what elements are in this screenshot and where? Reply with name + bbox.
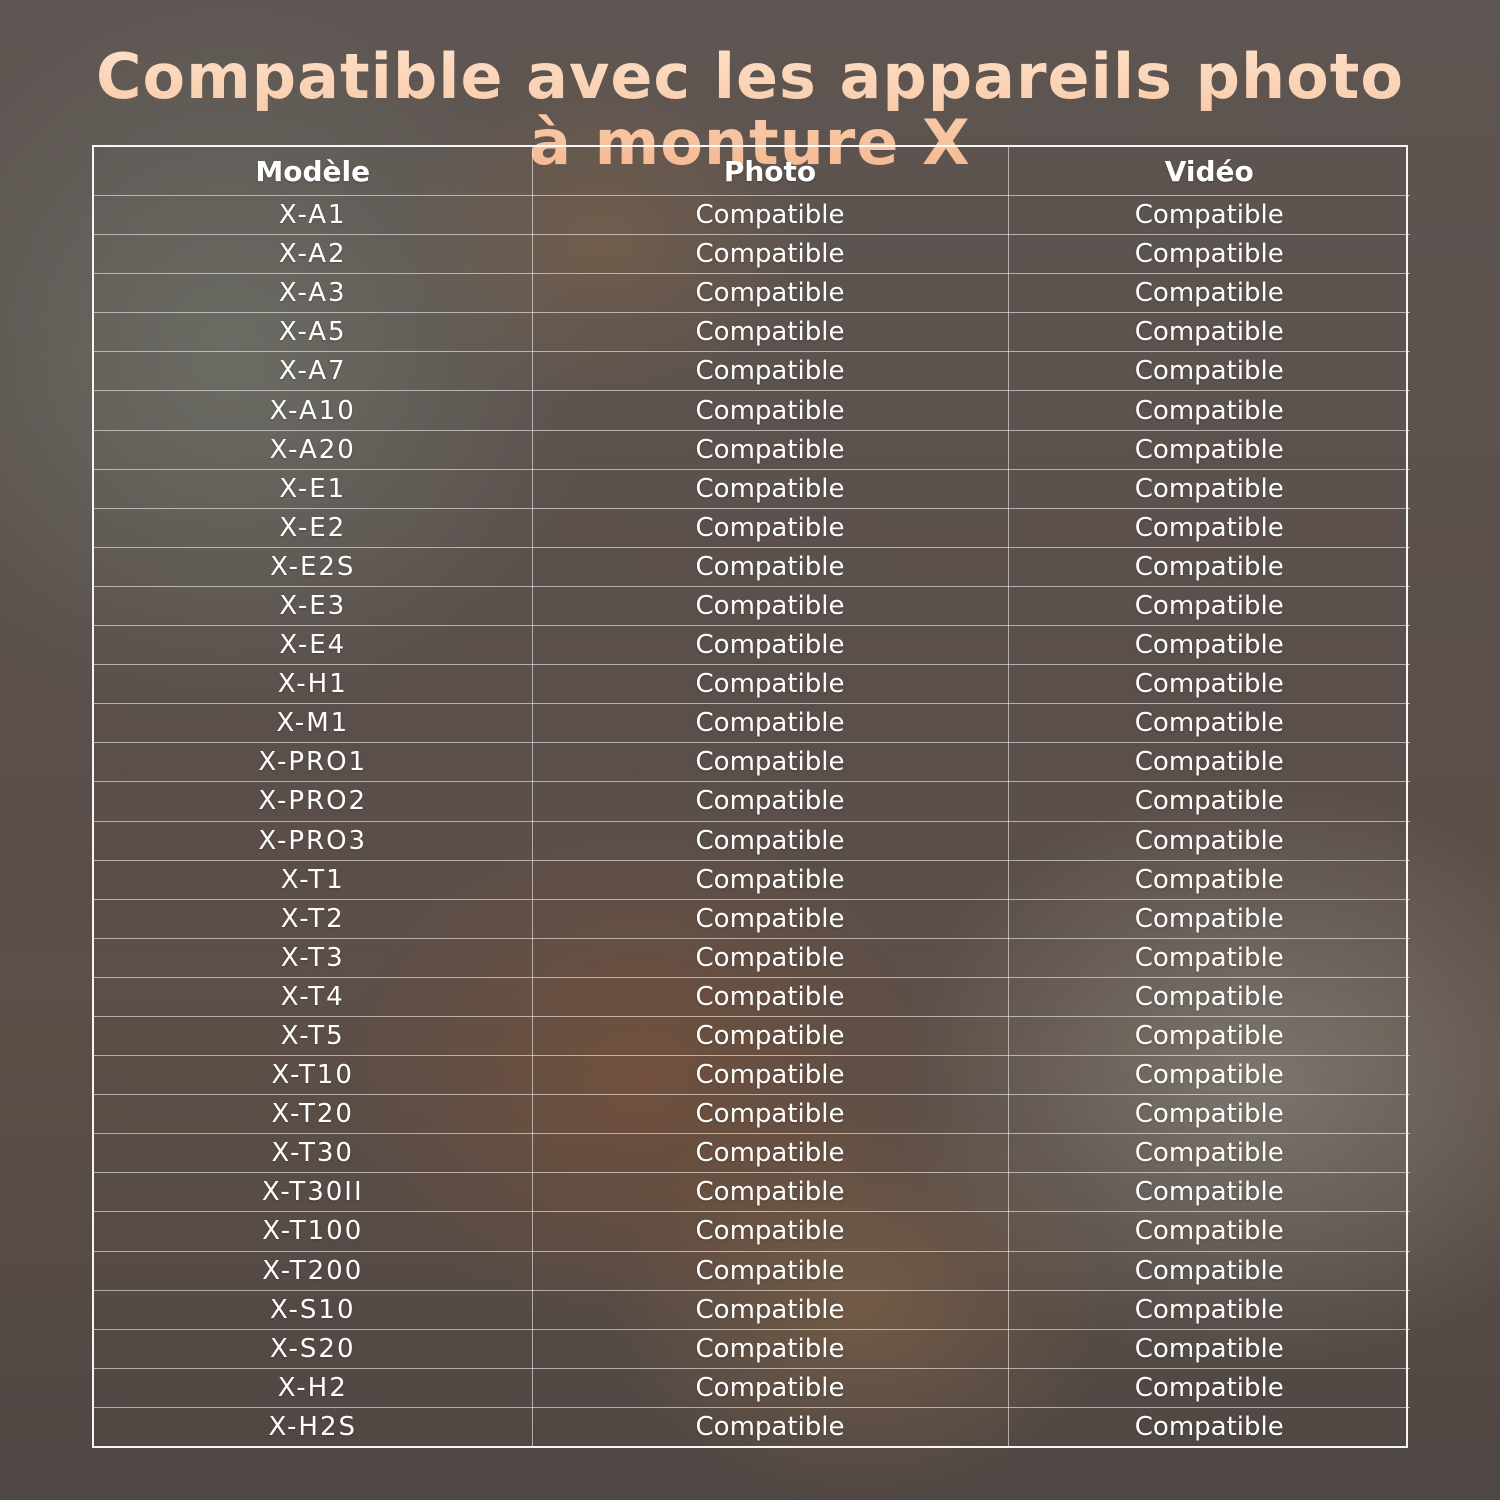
page-title-line-2: à monture X	[529, 105, 971, 179]
table-row	[94, 821, 1410, 860]
photo-cell: Compatible	[532, 782, 1008, 821]
table-row	[94, 430, 1410, 469]
photo-cell: Compatible	[532, 977, 1008, 1016]
model-cell: X-T10	[94, 1056, 532, 1095]
column-header-photo: Photo	[532, 147, 1008, 196]
video-cell: Compatible	[1008, 352, 1410, 391]
column-header-video: Vidéo	[1008, 147, 1410, 196]
video-cell: Compatible	[1008, 1016, 1410, 1055]
model-cell: X-PRO2	[94, 782, 532, 821]
photo-cell: Compatible	[532, 586, 1008, 625]
video-cell: Compatible	[1008, 1134, 1410, 1173]
table-header	[94, 147, 1410, 196]
photo-cell: Compatible	[532, 1290, 1008, 1329]
table-row	[94, 352, 1410, 391]
photo-cell: Compatible	[532, 1173, 1008, 1212]
video-cell: Compatible	[1008, 391, 1410, 430]
video-cell: Compatible	[1008, 1290, 1410, 1329]
photo-cell: Compatible	[532, 1407, 1008, 1446]
model-cell: X-T2	[94, 899, 532, 938]
page-title-line-1: Compatible avec les appareils photo	[96, 39, 1404, 113]
video-cell: Compatible	[1008, 1095, 1410, 1134]
video-cell: Compatible	[1008, 586, 1410, 625]
model-cell: X-H2S	[94, 1407, 532, 1446]
photo-cell: Compatible	[532, 1251, 1008, 1290]
model-cell: X-A7	[94, 352, 532, 391]
model-cell: X-PRO3	[94, 821, 532, 860]
video-cell: Compatible	[1008, 430, 1410, 469]
table-row	[94, 743, 1410, 782]
compatibility-table-container	[92, 145, 1408, 1448]
photo-cell: Compatible	[532, 860, 1008, 899]
table-row	[94, 977, 1410, 1016]
video-cell: Compatible	[1008, 235, 1410, 274]
table-row	[94, 1016, 1410, 1055]
header-row	[94, 147, 1410, 196]
model-cell: X-S20	[94, 1329, 532, 1368]
model-cell: X-A3	[94, 274, 532, 313]
table-row	[94, 274, 1410, 313]
model-cell: X-T20	[94, 1095, 532, 1134]
model-cell: X-A1	[94, 196, 532, 235]
photo-cell: Compatible	[532, 1212, 1008, 1251]
table-row	[94, 1368, 1410, 1407]
photo-cell: Compatible	[532, 1016, 1008, 1055]
photo-cell: Compatible	[532, 1056, 1008, 1095]
table-row	[94, 1173, 1410, 1212]
model-cell: X-A5	[94, 313, 532, 352]
model-cell: X-A2	[94, 235, 532, 274]
table-row	[94, 899, 1410, 938]
model-cell: X-A10	[94, 391, 532, 430]
photo-cell: Compatible	[532, 704, 1008, 743]
photo-cell: Compatible	[532, 274, 1008, 313]
table-row	[94, 469, 1410, 508]
video-cell: Compatible	[1008, 743, 1410, 782]
video-cell: Compatible	[1008, 508, 1410, 547]
table-row	[94, 1251, 1410, 1290]
model-cell: X-E2	[94, 508, 532, 547]
video-cell: Compatible	[1008, 899, 1410, 938]
video-cell: Compatible	[1008, 1329, 1410, 1368]
model-cell: X-T30	[94, 1134, 532, 1173]
photo-cell: Compatible	[532, 1368, 1008, 1407]
table-row	[94, 704, 1410, 743]
model-cell: X-T100	[94, 1212, 532, 1251]
table-row	[94, 1095, 1410, 1134]
video-cell: Compatible	[1008, 665, 1410, 704]
photo-cell: Compatible	[532, 430, 1008, 469]
table-row	[94, 665, 1410, 704]
photo-cell: Compatible	[532, 508, 1008, 547]
video-cell: Compatible	[1008, 1212, 1410, 1251]
video-cell: Compatible	[1008, 1251, 1410, 1290]
model-cell: X-T3	[94, 938, 532, 977]
video-cell: Compatible	[1008, 860, 1410, 899]
table-row	[94, 196, 1410, 235]
photo-cell: Compatible	[532, 743, 1008, 782]
table-row	[94, 391, 1410, 430]
photo-cell: Compatible	[532, 391, 1008, 430]
video-cell: Compatible	[1008, 782, 1410, 821]
table-row	[94, 235, 1410, 274]
model-cell: X-E1	[94, 469, 532, 508]
model-cell: X-T200	[94, 1251, 532, 1290]
photo-cell: Compatible	[532, 469, 1008, 508]
video-cell: Compatible	[1008, 274, 1410, 313]
photo-cell: Compatible	[532, 1134, 1008, 1173]
model-cell: X-E4	[94, 626, 532, 665]
table-row	[94, 1056, 1410, 1095]
photo-cell: Compatible	[532, 821, 1008, 860]
video-cell: Compatible	[1008, 977, 1410, 1016]
model-cell: X-T1	[94, 860, 532, 899]
model-cell: X-S10	[94, 1290, 532, 1329]
photo-cell: Compatible	[532, 313, 1008, 352]
table-row	[94, 626, 1410, 665]
model-cell: X-E3	[94, 586, 532, 625]
table-row	[94, 782, 1410, 821]
model-cell: X-H1	[94, 665, 532, 704]
model-cell: X-T5	[94, 1016, 532, 1055]
photo-cell: Compatible	[532, 626, 1008, 665]
photo-cell: Compatible	[532, 938, 1008, 977]
photo-cell: Compatible	[532, 196, 1008, 235]
photo-cell: Compatible	[532, 352, 1008, 391]
model-cell: X-T4	[94, 977, 532, 1016]
table-row	[94, 586, 1410, 625]
video-cell: Compatible	[1008, 626, 1410, 665]
table-row	[94, 508, 1410, 547]
photo-cell: Compatible	[532, 665, 1008, 704]
video-cell: Compatible	[1008, 1056, 1410, 1095]
compatibility-table	[94, 147, 1410, 1446]
model-cell: X-H2	[94, 1368, 532, 1407]
video-cell: Compatible	[1008, 469, 1410, 508]
video-cell: Compatible	[1008, 1368, 1410, 1407]
photo-cell: Compatible	[532, 1329, 1008, 1368]
photo-cell: Compatible	[532, 899, 1008, 938]
table-row	[94, 313, 1410, 352]
table-row	[94, 1134, 1410, 1173]
video-cell: Compatible	[1008, 547, 1410, 586]
video-cell: Compatible	[1008, 1407, 1410, 1446]
table-body	[94, 196, 1410, 1447]
photo-cell: Compatible	[532, 235, 1008, 274]
model-cell: X-PRO1	[94, 743, 532, 782]
video-cell: Compatible	[1008, 821, 1410, 860]
photo-cell: Compatible	[532, 1095, 1008, 1134]
photo-cell: Compatible	[532, 547, 1008, 586]
video-cell: Compatible	[1008, 938, 1410, 977]
video-cell: Compatible	[1008, 313, 1410, 352]
video-cell: Compatible	[1008, 704, 1410, 743]
column-header-model: Modèle	[94, 147, 532, 196]
model-cell: X-T30II	[94, 1173, 532, 1212]
table-row	[94, 860, 1410, 899]
model-cell: X-M1	[94, 704, 532, 743]
table-row	[94, 1329, 1410, 1368]
video-cell: Compatible	[1008, 196, 1410, 235]
model-cell: X-A20	[94, 430, 532, 469]
video-cell: Compatible	[1008, 1173, 1410, 1212]
table-row	[94, 1407, 1410, 1446]
model-cell: X-E2S	[94, 547, 532, 586]
table-row	[94, 1212, 1410, 1251]
table-row	[94, 938, 1410, 977]
table-row	[94, 547, 1410, 586]
table-row	[94, 1290, 1410, 1329]
